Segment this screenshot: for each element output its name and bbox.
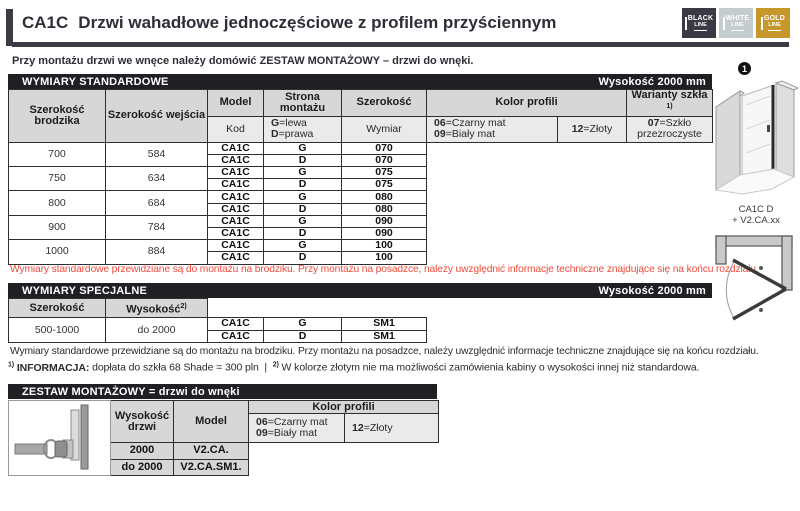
width-value: 075 [342,179,427,191]
subheader-glass-code [627,116,713,142]
glass-code-07: 07 [647,117,660,130]
subheader-color-codes-1 [427,116,558,142]
color-label-12: =Złoty [583,122,613,135]
gold-line-badge [756,8,790,38]
door-height-value: do 2000 [111,459,174,476]
model-value: CA1C [208,167,264,179]
intro-note [12,55,473,67]
diagram-caption [712,204,800,226]
col-header-model: Model [208,90,264,117]
width-value: 070 [342,154,427,166]
model-value: CA1C [208,154,264,166]
width-value: 075 [342,167,427,179]
table-row [9,191,713,203]
color-label-12: =Złoty [363,421,393,434]
subheader-side-legend [264,116,342,142]
section-title: WYMIARY SPECJALNE [22,284,148,297]
width-value: SM1 [342,318,427,331]
col-header-model: Model [174,401,249,443]
subheader-color-codes-1 [249,414,345,443]
mounting-kit-bar [8,384,437,399]
col-header-width: Szerokość [342,90,427,117]
model-value: CA1C [208,252,264,264]
info-text-1: dopłata do szkła 68 Shade = 300 pln [89,361,259,374]
side-value: D [264,227,342,239]
model-value: CA1C [208,191,264,203]
side-value: D [264,252,342,264]
height-label: Wysokość [126,303,181,316]
section-title: ZESTAW MONTAŻOWY = drzwi do wnęki [22,385,240,398]
section-height-label: Wysokość 2000 mm [598,75,706,88]
col-header-profile-color: Kolor profili [427,90,627,117]
entry-width-value: 884 [106,240,208,264]
title-accent-bar [6,9,13,46]
col-header-height [106,299,208,318]
diagram-caption-line1: CA1C D [738,204,774,215]
footnote-ref: 1) [8,361,15,368]
white-line-badge [719,8,753,38]
side-label-d: =prawa [278,128,314,141]
badge-stick-icon [761,17,763,30]
badge-label: BLACK [687,15,714,23]
col-header-door-height: Wysokość drzwi [111,401,174,443]
door-swing-top-view-diagram [714,234,796,331]
niche-3d-diagram-svg [712,77,800,201]
badge-sublabel: LINE [694,22,707,31]
footnote-ref: 2) [180,302,187,310]
tray-width-value: 750 [9,167,106,191]
col-header-glass-variants [627,90,713,117]
table-row [9,167,713,179]
entry-width-value: 634 [106,167,208,191]
tray-width-value: 800 [9,191,106,215]
col-header-profile-color: Kolor profili [249,401,439,414]
kit-model-value: V2.CA. [174,443,249,460]
color-code-12: 12 [571,122,584,135]
line-badges [682,8,790,38]
side-value: G [264,191,342,203]
info-line [8,361,699,374]
standard-dimensions-bar [8,74,712,89]
side-code-d: D [271,128,279,141]
footnote-ref: 1) [666,103,673,110]
badge-sublabel: LINE [731,22,744,31]
width-value: 100 [342,252,427,264]
table-row [9,215,713,227]
color-code-06: 06 [434,117,446,130]
color-code-12: 12 [352,421,364,434]
side-label-g: =lewa [279,117,307,130]
height-value: do 2000 [106,318,208,343]
badge-label: GOLD [763,15,786,23]
page-title [22,13,556,33]
badge-stick-icon [685,17,687,30]
table-row [9,142,713,154]
empty-cell [249,459,439,476]
empty-cell [208,299,427,318]
door-swing-top-view-svg [714,234,796,326]
side-value: G [264,318,342,331]
width-value: 100 [342,240,427,252]
intro-note-text: Przy montażu drzwi we wnęce należy domówić [12,55,260,67]
side-code-g: G [271,117,280,130]
wall-profile-drawing-svg [11,402,109,473]
special-dimensions-bar [8,283,712,298]
side-value: D [264,330,342,343]
side-value: G [264,240,342,252]
model-value: CA1C [208,142,264,154]
entry-width-value: 784 [106,215,208,239]
model-value: CA1C [208,203,264,215]
empty-cell [249,443,439,460]
width-value: 080 [342,191,427,203]
intro-note-bold: ZESTAW MONTAŻOWY – drzwi do wnęki. [259,55,474,67]
width-range-value: 500-1000 [9,318,106,343]
width-value: 090 [342,215,427,227]
badge-stick-icon [723,17,725,30]
glass-label-07: =Szkło przezroczyste [637,117,702,141]
model-value: CA1C [208,215,264,227]
footnote-ref: 2) [272,361,279,368]
page-title-text: Drzwi wahadłowe jednoczęściowe z profilem przyściennym [78,13,557,32]
niche-3d-diagram [712,77,800,206]
entry-width-value: 684 [106,191,208,215]
model-value: CA1C [208,179,264,191]
width-value: SM1 [342,330,427,343]
color-code-09: 09 [434,128,446,141]
special-dimensions-table [8,298,427,343]
badge-label: WHITE [725,15,750,23]
side-value: D [264,154,342,166]
info-text-2: W kolorze złotym nie ma możliwości zamówienia kabiny o wysokości innej niż standardowa. [278,361,700,374]
col-header-entry-width: Szerokość wejścia [106,90,208,143]
tray-width-value: 900 [9,215,106,239]
standard-dimensions-table [8,89,713,265]
model-value: CA1C [208,318,264,331]
kit-model-value: V2.CA.SM1. [174,459,249,476]
badge-sublabel: LINE [768,22,781,31]
side-value: D [264,179,342,191]
width-value: 070 [342,142,427,154]
side-value: G [264,142,342,154]
width-value: 080 [342,203,427,215]
color-code-06: 06 [256,416,268,428]
table-row [9,318,427,331]
entry-width-value: 584 [106,142,208,166]
section-title: WYMIARY STANDARDOWE [22,75,169,88]
model-value: CA1C [208,227,264,239]
subheader-color-codes-2 [345,414,439,443]
table-row [9,240,713,252]
color-label-09: =Biały mat [267,427,317,439]
col-header-width: Szerokość [9,299,106,318]
info-separator: | [264,361,268,374]
side-value: D [264,203,342,215]
side-value: G [264,215,342,227]
mounting-kit-table [8,400,439,476]
width-value: 090 [342,227,427,239]
color-label-06: =Czarny mat [267,416,328,428]
wall-profile-drawing [9,401,111,476]
info-label: INFORMACJA: [16,361,90,374]
diagram-marker-1: 1 [738,62,751,75]
special-note: Wymiary standardowe przewidziane są do montażu na brodziku. Przy montażu na posadzce, należy uwzględnić informacje techniczne znajdujące się na końcu rozdziału. [10,346,759,357]
color-code-09: 09 [256,427,268,439]
subheader-code: Kod [208,116,264,142]
glass-variants-label: Warianty szkła [631,89,708,101]
black-line-badge [682,8,716,38]
diagram-caption-line2: + V2.CA.xx [732,215,780,226]
product-code: CA1C [22,13,69,32]
color-label-09: =Biały mat [445,128,495,141]
model-value: CA1C [208,240,264,252]
col-header-mount-side: Strona montażu [264,90,342,117]
title-divider [12,42,789,47]
col-header-tray-width: Szerokość brodzika [9,90,106,143]
color-label-06: =Czarny mat [445,117,506,130]
standard-note-red: Wymiary standardowe przewidziane są do montażu na brodziku. Przy montażu na posadzce, należy uwzględnić informacje techniczne znajdujące się na końcu rozdziału. [10,264,759,275]
side-value: G [264,167,342,179]
model-value: CA1C [208,330,264,343]
tray-width-value: 700 [9,142,106,166]
section-height-label: Wysokość 2000 mm [598,284,706,297]
tray-width-value: 1000 [9,240,106,264]
subheader-color-codes-2 [558,116,627,142]
subheader-dimension: Wymiar [342,116,427,142]
door-height-value: 2000 [111,443,174,460]
